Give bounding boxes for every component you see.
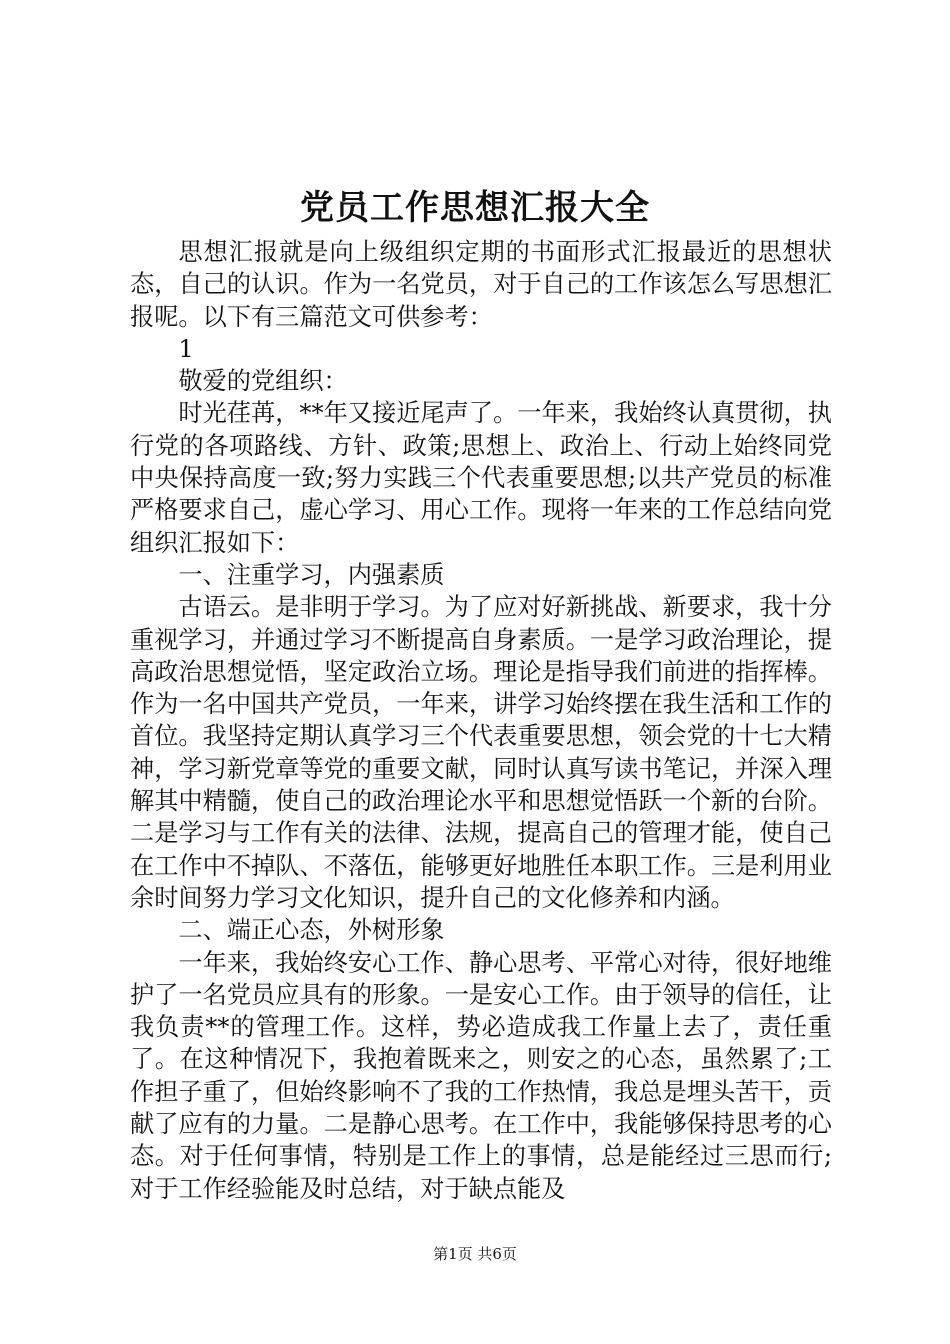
- body-paragraph: 时光荏苒，**年又接近尾声了。一年来，我始终认真贯彻，执行党的各项路线、方针、政策;思想上、政治上、行动上始终同党中央保持高度一致;努力实践三个代表重要思想;以共产党员的标准严格要求自己，虚心学习、用心工作。现将一年来的工作总结向党组织汇报如下：: [130, 399, 832, 557]
- body-paragraph: 一年来，我始终安心工作、静心思考、平常心对待，很好地维护了一名党员应具有的形象。一是安心工作。由于领导的信任，让我负责**的管理工作。这样，势必造成我工作量上去了，责任重了。在这种情况下，我抱着既来之，则安之的心态，虽然累了;工作担子重了，但始终影响不了我的工作热情，我总是埋头苦干，贡献了应有的力量。二是静心思考。在工作中，我能够保持思考的心态。对于任何事情，特别是工作上的事情，总是能经过三思而行;对于工作经验能及时总结，对于缺点能及: [130, 948, 832, 1203]
- section-heading: 一、注重学习，内强素质: [178, 560, 445, 589]
- body-paragraph: 古语云。是非明于学习。为了应对好新挑战、新要求，我十分重视学习，并通过学习不断提高自身素质。一是学习政治理论，提高政治思想觉悟，坚定政治立场。理论是指导我们前进的指挥棒。作为一名中国共产党员，一年来，讲学习始终摆在我生活和工作的首位。我坚持定期认真学习三个代表重要思想，领会党的十七大精神，学习新党章等党的重要文献，同时认真写读书笔记，并深入理解其中精髓，使自己的政治理论水平和思想觉悟跃一个新的台阶。二是学习与工作有关的法律、法规，提高自己的管理才能，使自己在工作中不掉队、不落伍，能够更好地胜任本职工作。三是利用业余时间努力学习文化知识，提升自己的文化修养和内涵。: [130, 593, 832, 912]
- salutation: 敬爱的党组织：: [178, 367, 348, 396]
- intro-paragraph: 思想汇报就是向上级组织定期的书面形式汇报最近的思想状态，自己的认识。作为一名党员，对于自己的工作该怎么写思想汇报呢。以下有三篇范文可供参考：: [130, 238, 832, 331]
- document-title: 党员工作思想汇报大全: [300, 188, 650, 228]
- section-heading: 二、端正心态，外树形象: [178, 916, 445, 945]
- page-footer: 第1页 共6页: [433, 1245, 517, 1263]
- section-number: 1: [178, 334, 194, 363]
- document-body: [130, 236, 832, 1205]
